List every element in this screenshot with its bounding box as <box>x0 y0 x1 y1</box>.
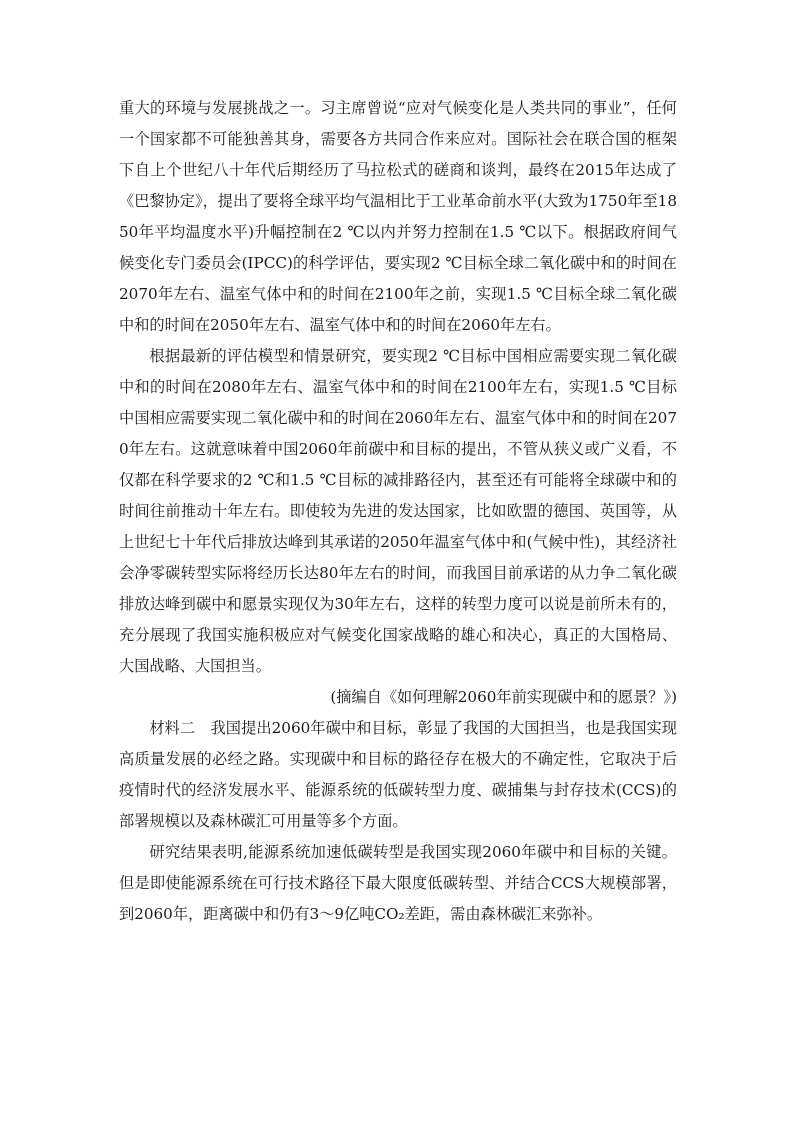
material2-paragraph-2: 研究结果表明,能源系统加速低碳转型是我国实现2060年碳中和目标的关键。但是即使能源系统在可行技术路径下最大限度低碳转型、并结合CCS大规模部署，到2060年，距离碳中和仍有3～9亿吨CO₂差距，需由森林碳汇来弥补。 <box>119 843 677 923</box>
material2-paragraph-1: 材料二 我国提出2060年碳中和目标，彰显了我国的大国担当，也是我国实现高质量发展的必经之路。实现碳中和目标的路径存在极大的不确定性，它取决于后疫情时代的经济发展水平、能源系统的低碳转型力度、碳捕集与封存技术(CCS)的部署规模以及森林碳汇可用量等多个方面。 <box>119 719 677 830</box>
document-body <box>119 93 677 930</box>
paragraph-1: 重大的环境与发展挑战之一。习主席曾说“应对气候变化是人类共同的事业”，任何一个国家都不可能独善其身，需要各方共同合作来应对。国际社会在联合国的框架下自上个世纪八十年代后期经历了马拉松式的磋商和谈判，最终在2015年达成了《巴黎协定》，提出了要将全球平均气温相比于工业革命前水平(大致为1750年至1850年平均温度水平)升幅控制在2 ℃以内并努力控制在1.5 ℃以下。根据政府间气候变化专门委员会(IPCC)的科学评估，要实现2 ℃目标全球二氧化碳中和的时间在2070年左右、温室气体中和的时间在2100年之前，实现1.5 ℃目标全球二氧化碳中和的时间在2050年左右、温室气体中和的时间在2060年左右。 <box>119 99 677 334</box>
paragraph-2: 根据最新的评估模型和情景研究，要实现2 ℃目标中国相应需要实现二氧化碳中和的时间在2080年左右、温室气体中和的时间在2100年左右，实现1.5 ℃目标中国相应需要实现二氧化碳中和的时间在2060年左右、温室气体中和的时间在2070年左右。这就意味着中国2060年前碳中和目标的提出，不管从狭义或广义看，不仅都在科学要求的2 ℃和1.5 ℃目标的减排路径内，甚至还有可能将全球碳中和的时间往前推动十年左右。即使较为先进的发达国家，比如欧盟的德国、英国等，从上世纪七十年代后排放达峰到其承诺的2050年温室气体中和(气候中性)，其经济社会净零碳转型实际将经历长达80年左右的时间，而我国目前承诺的从力争二氧化碳排放达峰到碳中和愿景实现仅为30年左右，这样的转型力度可以说是前所未有的，充分展现了我国实施积极应对气候变化国家战略的雄心和决心，真正的大国格局、大国战略、大国担当。 <box>119 347 677 675</box>
source-citation: (摘编自《如何理解2060年前实现碳中和的愿景？》) <box>330 688 677 706</box>
